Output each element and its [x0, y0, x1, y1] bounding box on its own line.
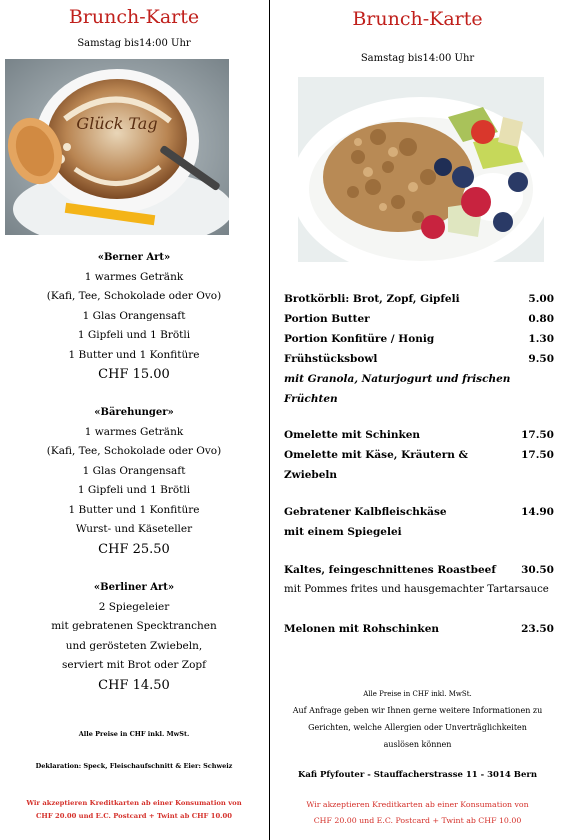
info-line: Gerichten, welche Allergien oder Unverträglichkeiten	[308, 723, 527, 732]
item-name: Omelette mit Käse, Kräutern & Zwiebeln	[284, 449, 469, 481]
card-note-line: Wir akzeptieren Kreditkarten ab einer Konsumation von	[306, 800, 529, 809]
right-title: Brunch-Karte	[352, 8, 483, 30]
right-column	[272, 0, 563, 840]
granola-bowl-photo	[298, 77, 544, 262]
item-name: Omelette mit Schinken	[284, 429, 421, 441]
left-title: Brunch-Karte	[68, 6, 200, 28]
berliner-line: mit gebratenen Specktranchen	[51, 620, 217, 632]
item-price: 17.50	[521, 429, 554, 441]
berliner-price: CHF 14.50	[98, 677, 170, 693]
baerehunger-heading: «Bärehunger»	[94, 407, 174, 418]
menu-item	[284, 289, 554, 309]
berner-price: CHF 15.00	[98, 367, 170, 382]
item-price: 17.50	[521, 449, 554, 461]
baerehunger-line: 1 Butter und 1 Konfitüre	[68, 503, 200, 516]
right-subtitle: Samstag bis14:00 Uhr	[360, 53, 475, 64]
latte-art-text: Glück Tag	[76, 114, 158, 133]
melonen-section	[284, 619, 554, 639]
baerehunger-section	[0, 403, 268, 559]
berliner-line: und gerösteten Zwiebeln,	[65, 639, 203, 652]
berner-heading: «Berner Art»	[97, 252, 171, 263]
item-name: Frühstücksbowl	[284, 353, 378, 365]
baerehunger-line: 1 Gipfeli und 1 Brötli	[77, 484, 191, 496]
item-price: 0.80	[528, 313, 554, 325]
item-price: 1.30	[528, 333, 554, 345]
omelette-section	[284, 425, 554, 481]
baerehunger-line: 1 warmes Getränk	[84, 425, 184, 438]
info-line: Auf Anfrage geben wir Ihnen gerne weitere Informationen zu	[292, 706, 543, 715]
menu-item	[284, 619, 554, 639]
kalbfleischkaese-section	[284, 502, 554, 542]
berliner-art-section	[0, 578, 268, 695]
menu-item	[284, 502, 554, 522]
berner-line: 1 warmes Getränk	[84, 270, 184, 283]
left-card-note	[0, 797, 268, 823]
card-note-line: CHF 20.00 und E.C. Postcard + Twint ab CHF 10.00	[313, 816, 522, 825]
column-divider	[269, 0, 270, 840]
left-prices-note: Alle Preise in CHF inkl. MwSt.	[78, 730, 190, 738]
allergy-info	[272, 702, 563, 753]
menu-item	[284, 349, 554, 369]
baerehunger-line: Wurst- und Käseteller	[75, 523, 193, 535]
item-price: 9.50	[528, 353, 554, 365]
bowl-description: mit Granola, Naturjogurt und frischen Früchten	[284, 373, 511, 405]
berner-line: (Kafi, Tee, Schokolade oder Ovo)	[46, 290, 222, 302]
item-price: 5.00	[528, 293, 554, 305]
coffee-photo	[5, 59, 229, 235]
item-price: 30.50	[521, 564, 554, 576]
item-name: Kaltes, feingeschnittenes Roastbeef	[284, 564, 496, 576]
menu-item	[284, 560, 554, 580]
item-name: Portion Konfitüre / Honig	[284, 333, 435, 345]
menu-items-top	[284, 289, 554, 405]
item-name: Brotkörbli: Brot, Zopf, Gipfeli	[284, 293, 460, 305]
right-prices-note: Alle Preise in CHF inkl. MwSt.	[363, 690, 472, 698]
baerehunger-line: 1 Glas Orangensaft	[82, 464, 186, 477]
baerehunger-line: (Kafi, Tee, Schokolade oder Ovo)	[46, 445, 222, 457]
item-description: mit einem Spiegelei	[284, 526, 402, 538]
menu-item	[284, 445, 554, 481]
item-name: Portion Butter	[284, 313, 370, 325]
item-price: 23.50	[521, 623, 554, 635]
item-price: 14.90	[521, 506, 554, 518]
declaration-note: Deklaration: Speck, Fleischaufschnitt & Eier: Schweiz	[35, 762, 233, 770]
address: Kafi Pfyfouter - Stauffacherstrasse 11 - 3014 Bern	[297, 770, 538, 780]
baerehunger-price: CHF 25.50	[98, 541, 170, 557]
berner-line: 1 Gipfeli und 1 Brötli	[77, 329, 191, 341]
info-line: auslösen können	[383, 740, 452, 749]
left-column	[0, 0, 268, 840]
left-subtitle: Samstag bis14:00 Uhr	[77, 38, 191, 49]
right-card-note	[272, 797, 563, 829]
berliner-heading: «Berliner Art»	[93, 582, 175, 593]
card-note-line: CHF 20.00 und E.C. Postcard + Twint ab CHF 10.00	[36, 812, 232, 820]
berliner-line: serviert mit Brot oder Zopf	[61, 659, 207, 671]
berner-line: 1 Butter und 1 Konfitüre	[68, 348, 200, 361]
item-name: Melonen mit Rohschinken	[284, 623, 440, 635]
berner-line: 1 Glas Orangensaft	[82, 309, 186, 322]
roastbeef-section	[284, 560, 554, 600]
berliner-line: 2 Spiegeleier	[98, 600, 170, 613]
berner-art-section	[0, 248, 268, 385]
item-description: mit Pommes frites und hausgemachter Tartarsauce	[284, 584, 549, 595]
card-note-line: Wir akzeptieren Kreditkarten ab einer Konsumation von	[26, 799, 242, 807]
menu-item	[284, 329, 554, 349]
menu-item	[284, 425, 554, 445]
menu-item	[284, 309, 554, 329]
item-name: Gebratener Kalbfleischkäse	[284, 506, 447, 518]
